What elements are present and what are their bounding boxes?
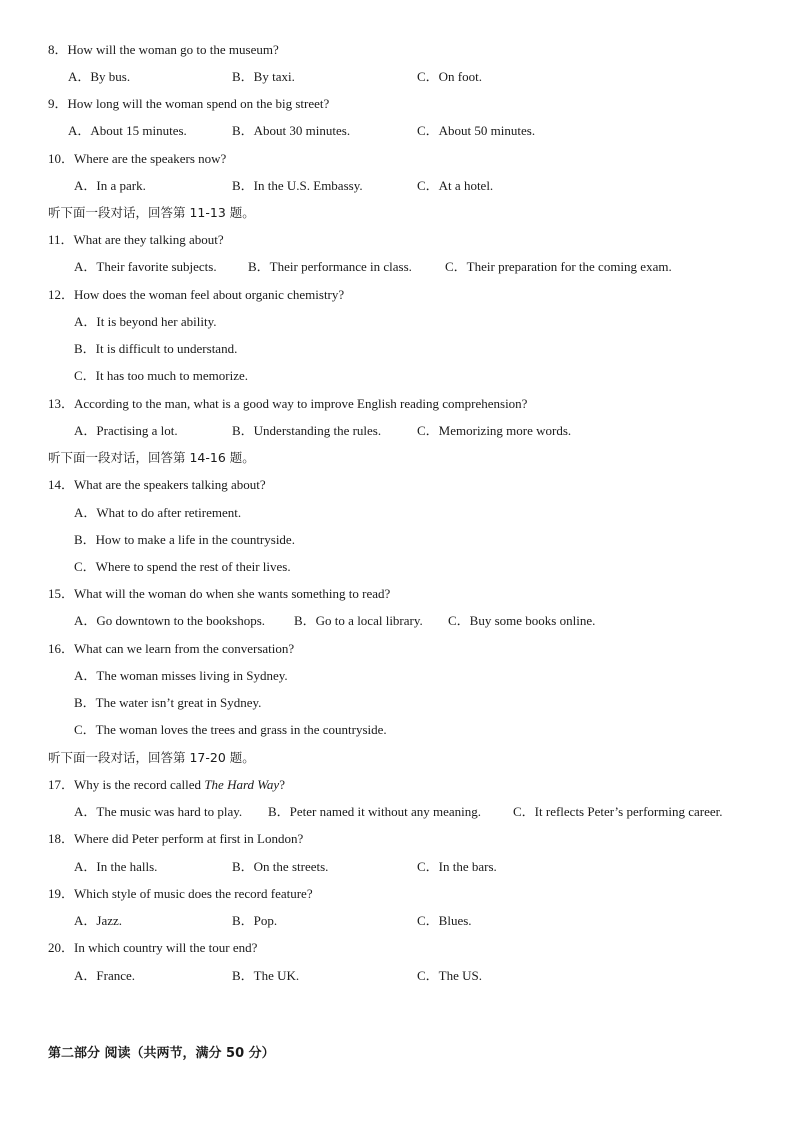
q19-option-a: A．Jazz.: [74, 913, 123, 928]
section-heading-14-16: 听下面一段对话，回答第 14-16 题。: [48, 450, 255, 465]
question-20: 20．In which country will the tour end?: [48, 940, 258, 955]
q12-option-b: B．It is difficult to understand.: [74, 341, 238, 356]
q20-option-b: B．The UK.: [232, 968, 300, 983]
q16-option-b: B．The water isn’t great in Sydney.: [74, 695, 262, 710]
q18-option-c: C．In the bars.: [417, 859, 497, 874]
question-17: [48, 777, 285, 793]
q8-option-c: C．On foot.: [417, 69, 483, 84]
q19-option-b: B．Pop.: [232, 913, 278, 928]
section-heading-11-13: 听下面一段对话，回答第 11-13 题。: [48, 205, 255, 220]
q19-option-c: C．Blues.: [417, 913, 472, 928]
q11-option-b: B．Their performance in class.: [248, 259, 412, 274]
q15-option-c: C．Buy some books online.: [448, 613, 596, 628]
question-17-suffix: ?: [279, 777, 285, 792]
q13-option-c: C．Memorizing more words.: [417, 423, 572, 438]
q14-option-a: A．What to do after retirement.: [74, 505, 242, 520]
q8-option-b: B．By taxi.: [232, 69, 295, 84]
q11-option-c: C．Their preparation for the coming exam.: [445, 259, 672, 274]
q17-option-c: C．It reflects Peter’s performing career.: [513, 804, 723, 819]
q15-option-b: B．Go to a local library.: [294, 613, 423, 628]
q10-option-a: A．In a park.: [74, 178, 146, 193]
q16-option-c: C．The woman loves the trees and grass in the countryside.: [74, 722, 387, 737]
q20-option-c: C．The US.: [417, 968, 483, 983]
section-heading-17-20: 听下面一段对话，回答第 17-20 题。: [48, 750, 255, 765]
question-13: 13．According to the man, what is a good way to improve English reading comprehension?: [48, 396, 528, 411]
q10-option-c: C．At a hotel.: [417, 178, 494, 193]
q12-option-a: A．It is beyond her ability.: [74, 314, 217, 329]
q13-option-a: A．Practising a lot.: [74, 423, 178, 438]
q17-option-a: A．The music was hard to play.: [74, 804, 243, 819]
question-19: 19．Which style of music does the record feature?: [48, 886, 313, 901]
q9-option-a: A．About 15 minutes.: [68, 123, 187, 138]
record-title: The Hard Way: [204, 777, 280, 792]
question-17-prefix: 17．Why is the record called: [48, 777, 205, 792]
question-14: 14．What are the speakers talking about?: [48, 477, 266, 492]
question-10: 10．Where are the speakers now?: [48, 151, 227, 166]
q14-option-b: B．How to make a life in the countryside.: [74, 532, 295, 547]
q9-option-c: C．About 50 minutes.: [417, 123, 536, 138]
question-12: 12．How does the woman feel about organic chemistry?: [48, 287, 345, 302]
q14-option-c: C．Where to spend the rest of their lives.: [74, 559, 291, 574]
question-8: 8．How will the woman go to the museum?: [48, 42, 279, 57]
q13-option-b: B．Understanding the rules.: [232, 423, 382, 438]
q11-option-a: A．Their favorite subjects.: [74, 259, 217, 274]
q12-option-c: C．It has too much to memorize.: [74, 368, 249, 383]
q20-option-a: A．France.: [74, 968, 136, 983]
q8-option-a: A．By bus.: [68, 69, 131, 84]
question-15: 15．What will the woman do when she wants something to read?: [48, 586, 391, 601]
q18-option-a: A．In the halls.: [74, 859, 158, 874]
part-two-title: 第二部分 阅读（共两节，满分 50 分）: [48, 1046, 275, 1061]
q16-option-a: A．The woman misses living in Sydney.: [74, 668, 288, 683]
question-18: 18．Where did Peter perform at first in London?: [48, 831, 304, 846]
question-11: 11．What are they talking about?: [48, 232, 224, 247]
question-9: 9．How long will the woman spend on the big street?: [48, 96, 330, 111]
q15-option-a: A．Go downtown to the bookshops.: [74, 613, 266, 628]
q17-option-b: B．Peter named it without any meaning.: [268, 804, 482, 819]
q10-option-b: B．In the U.S. Embassy.: [232, 178, 363, 193]
q9-option-b: B．About 30 minutes.: [232, 123, 351, 138]
question-16: 16．What can we learn from the conversation?: [48, 641, 295, 656]
q18-option-b: B．On the streets.: [232, 859, 329, 874]
